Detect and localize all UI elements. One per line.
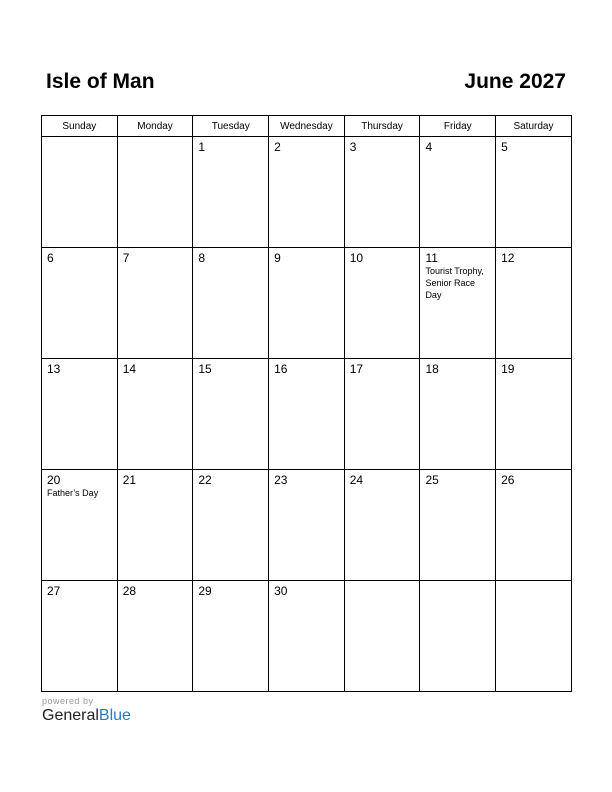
day-cell [117, 359, 193, 470]
day-cell [269, 137, 345, 248]
day-cell [344, 359, 420, 470]
day-cell [420, 470, 496, 581]
day-cell [420, 248, 496, 359]
day-number: 19 [501, 362, 515, 376]
day-cell [117, 470, 193, 581]
day-cell [344, 470, 420, 581]
footer-branding [42, 696, 131, 725]
day-number: 5 [501, 140, 508, 154]
day-number: 22 [198, 473, 212, 487]
day-number: 25 [425, 473, 439, 487]
week-row [42, 359, 572, 470]
generalblue-logo[interactable] [42, 707, 131, 725]
day-cell [117, 137, 193, 248]
day-number: 6 [47, 251, 54, 265]
day-number: 24 [349, 473, 364, 487]
day-number: 28 [122, 584, 137, 598]
week-row [42, 581, 572, 692]
week-row [42, 248, 572, 359]
weekday-monday: Monday [117, 116, 193, 137]
day-number: 11 [425, 251, 438, 265]
day-cell [344, 248, 420, 359]
day-number: 3 [349, 140, 357, 154]
day-number: 12 [501, 251, 515, 265]
day-cell [269, 359, 345, 470]
day-number: 27 [47, 584, 61, 598]
day-number: 7 [122, 251, 130, 265]
day-cell [193, 470, 269, 581]
day-number: 26 [501, 473, 515, 487]
day-number: 16 [274, 362, 288, 376]
weekday-tuesday: Tuesday [193, 116, 269, 137]
week-row [42, 470, 572, 581]
weekday-thursday: Thursday [344, 116, 420, 137]
day-cell [496, 470, 572, 581]
weekday-wednesday: Wednesday [269, 116, 345, 137]
day-number: 14 [122, 362, 137, 376]
day-number: 15 [198, 362, 212, 376]
day-cell [344, 137, 420, 248]
day-cell [496, 359, 572, 470]
day-cell [193, 137, 269, 248]
day-cell [420, 581, 496, 692]
day-number: 21 [122, 473, 137, 487]
page-title-region: Isle of Man [46, 70, 155, 93]
day-number: 2 [274, 140, 281, 154]
day-number: 20 [47, 473, 61, 487]
day-number: 29 [198, 584, 212, 598]
weekday-sunday: Sunday [42, 116, 118, 137]
day-cell [117, 581, 193, 692]
page-title-month: June 2027 [464, 70, 566, 93]
day-cell [269, 581, 345, 692]
day-number: 13 [47, 362, 61, 376]
day-cell [269, 470, 345, 581]
day-cell [496, 137, 572, 248]
day-number: 1 [198, 140, 206, 154]
day-cell [496, 581, 572, 692]
day-cell [117, 248, 193, 359]
day-number: 18 [425, 362, 439, 376]
day-cell [193, 581, 269, 692]
day-cell [193, 359, 269, 470]
day-number: 23 [274, 473, 288, 487]
day-number: 30 [274, 584, 288, 598]
day-cell [344, 581, 420, 692]
weekday-saturday: Saturday [496, 116, 572, 137]
day-number: 17 [349, 362, 364, 376]
day-cell [42, 137, 118, 248]
brand-general: General [42, 707, 99, 724]
day-number: 10 [349, 251, 364, 265]
day-cell [42, 248, 118, 359]
day-number: 8 [198, 251, 206, 265]
weekday-header-row [42, 116, 572, 137]
brand-blue: Blue [98, 707, 131, 724]
holiday-event: Father’s Day [47, 488, 99, 498]
day-cell [420, 359, 496, 470]
day-number: 9 [274, 251, 281, 265]
day-cell [420, 137, 496, 248]
holiday-event: Tourist Trophy, Senior Race Day [425, 266, 484, 300]
weekday-friday: Friday [420, 116, 496, 137]
day-cell [193, 248, 269, 359]
day-cell [42, 581, 118, 692]
day-number: 4 [425, 140, 433, 154]
powered-by-text: powered by [42, 696, 94, 706]
day-cell [269, 248, 345, 359]
day-cell [496, 248, 572, 359]
week-row [42, 137, 572, 248]
calendar-grid [41, 115, 572, 692]
day-cell [42, 359, 118, 470]
day-cell [42, 470, 118, 581]
